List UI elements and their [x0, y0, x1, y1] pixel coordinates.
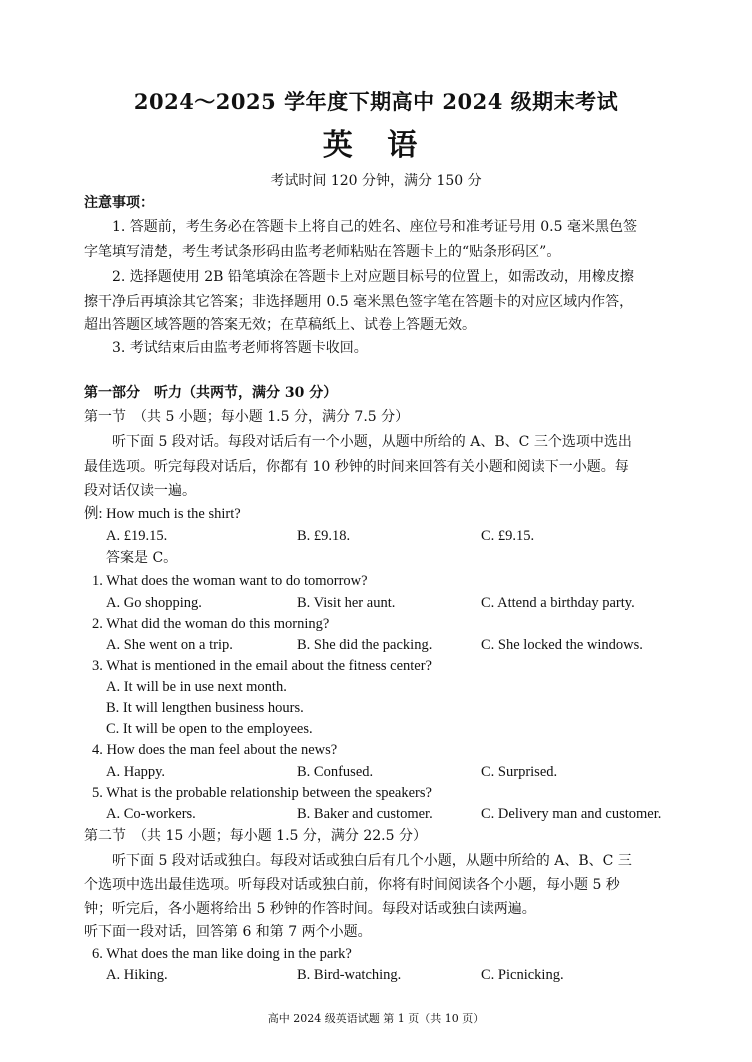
question-1-option-a: A. Go shopping. [106, 595, 202, 611]
question-4: 4. How does the man feel about the news? [92, 742, 338, 758]
example-option-b: B. £9.18. [297, 528, 351, 544]
example-question: 例: How much is the shirt? [84, 506, 241, 522]
note-item-2-line-3: 超出答题区域答题的答案无效；在草稿纸上、试卷上答题无效。 [84, 317, 476, 333]
question-3-option-b: B. It will lengthen business hours. [106, 700, 304, 716]
part-1-heading: 第一部分 听力（共两节，满分 30 分） [84, 385, 338, 401]
question-1-option-c: C. Attend a birthday party. [481, 595, 635, 611]
question-2-option-c: C. She locked the windows. [481, 637, 643, 653]
question-5-option-c: C. Delivery man and customer. [481, 806, 662, 822]
section-2-instructions-line-3: 钟；听完后，各小题将给出 5 秒钟的作答时间。每段对话或独白读两遍。 [84, 901, 536, 917]
question-1: 1. What does the woman want to do tomorrow? [92, 573, 368, 589]
question-6: 6. What does the man like doing in the park? [92, 946, 352, 962]
question-6-option-c: C. Picnicking. [481, 967, 564, 983]
note-item-2-line-2: 擦干净后再填涂其它答案；非选择题用 0.5 毫米黑色签字笔在答题卡的对应区域内作答， [84, 294, 634, 310]
question-4-option-c: C. Surprised. [481, 764, 558, 780]
question-3-option-c: C. It will be open to the employees. [106, 721, 313, 737]
question-1-option-b: B. Visit her aunt. [297, 595, 396, 611]
notes-heading: 注意事项： [84, 195, 154, 211]
question-6-option-a: A. Hiking. [106, 967, 168, 983]
note-item-1-line-2: 字笔填写清楚，考生考试条形码由监考老师粘贴在答题卡上的“贴条形码区”。 [84, 244, 561, 260]
question-4-option-a: A. Happy. [106, 764, 166, 780]
page-footer: 高中 2024 级英语试题 第 1 页（共 10 页） [267, 1012, 485, 1025]
question-2-option-a: A. She went on a trip. [106, 637, 233, 653]
section-2-heading: 第二节 （共 15 小题；每小题 1.5 分，满分 22.5 分） [84, 828, 427, 844]
section-2-instructions-line-1: 听下面 5 段对话或独白。每段对话或独白后有几个小题，从题中所给的 A、B、C 三 [112, 853, 632, 869]
question-5-option-a: A. Co-workers. [106, 806, 196, 822]
section-1-instructions-line-1: 听下面 5 段对话。每段对话后有一个小题，从题中所给的 A、B、C 三个选项中选出 [112, 434, 632, 450]
section-1-instructions-line-2: 最佳选项。听完每段对话后，你都有 10 秒钟的时间来回答有关小题和阅读下一小题。每 [84, 459, 629, 475]
example-option-a: A. £19.15. [106, 528, 168, 544]
exam-info: 考试时间 120 分钟，满分 150 分 [270, 173, 482, 189]
note-item-2-line-1: 2. 选择题使用 2B 铅笔填涂在答题卡上对应题目标号的位置上，如需改动，用橡皮擦 [112, 269, 634, 285]
question-3-option-a: A. It will be in use next month. [106, 679, 287, 695]
question-2: 2. What did the woman do this morning? [92, 616, 330, 632]
section-1-instructions-line-3: 段对话仅读一遍。 [84, 483, 196, 499]
note-item-3: 3. 考试结束后由监考老师将答题卡收回。 [112, 340, 368, 356]
question-5: 5. What is the probable relationship between the speakers? [92, 785, 432, 801]
question-6-option-b: B. Bird-watching. [297, 967, 402, 983]
question-5-option-b: B. Baker and customer. [297, 806, 433, 822]
example-answer: 答案是 C。 [106, 550, 178, 566]
note-item-1-line-1: 1. 答题前，考生务必在答题卡上将自己的姓名、座位号和准考证号用 0.5 毫米黑色签 [112, 219, 637, 235]
subject-title: 英 语 [322, 128, 430, 163]
dialogue-intro: 听下面一段对话，回答第 6 和第 7 两个小题。 [84, 924, 372, 940]
question-4-option-b: B. Confused. [297, 764, 374, 780]
section-2-instructions-line-2: 个选项中选出最佳选项。听每段对话或独白前，你将有时间阅读各个小题，每小题 5 秒 [84, 877, 620, 893]
example-option-c: C. £9.15. [481, 528, 535, 544]
question-3: 3. What is mentioned in the email about the fitness center? [92, 658, 432, 674]
section-1-heading: 第一节 （共 5 小题；每小题 1.5 分，满分 7.5 分） [84, 409, 410, 425]
question-2-option-b: B. She did the packing. [297, 637, 433, 653]
exam-title: 2024～2025 学年度下期高中 2024 级期末考试 [133, 89, 619, 114]
